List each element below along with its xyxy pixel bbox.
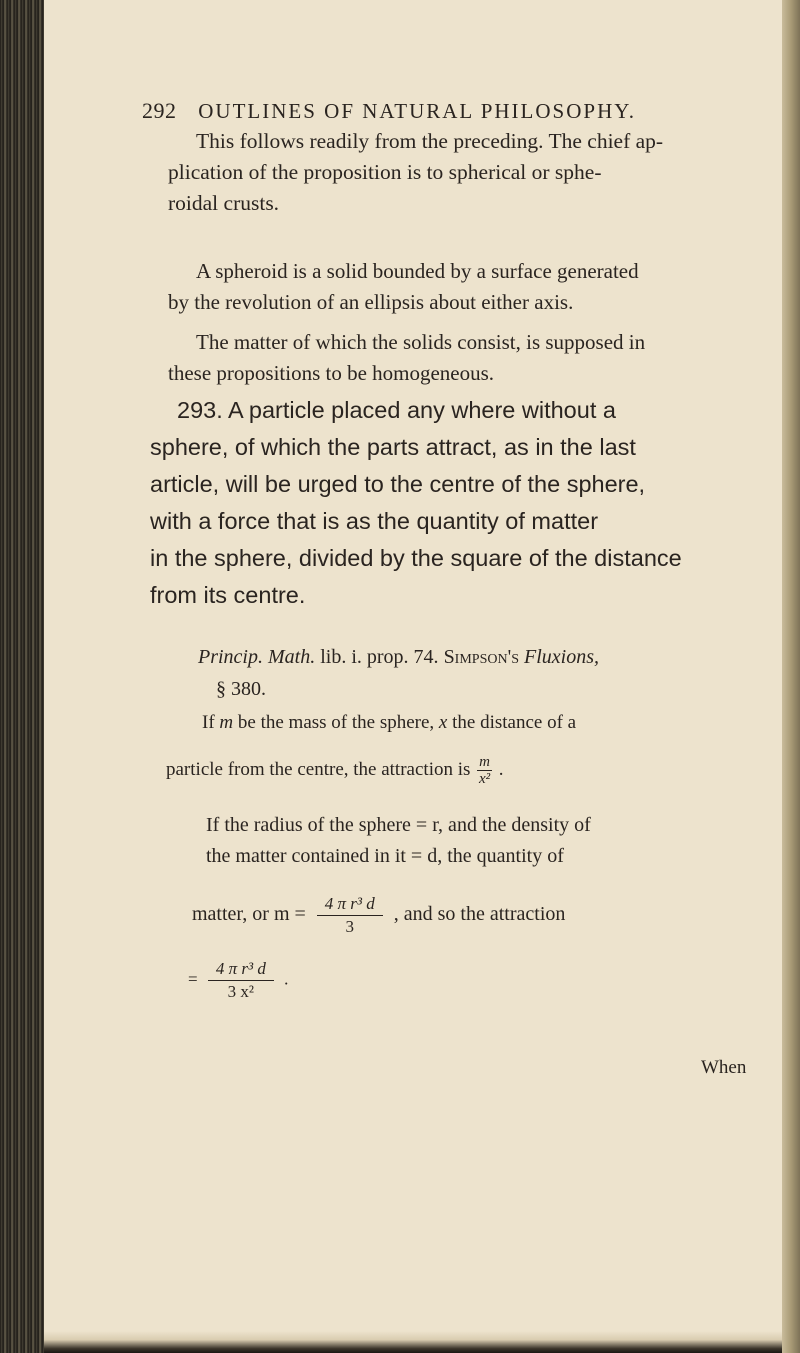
book-page xyxy=(44,0,782,1331)
citation-author: Simpson's xyxy=(443,646,519,668)
fraction-denominator: 3 x² xyxy=(227,982,255,1001)
text-line: The matter of which the solids consist, is supposed in xyxy=(196,330,646,354)
text-fragment: . xyxy=(498,758,504,780)
fraction-m-over-x2 xyxy=(477,754,492,787)
math-line-attraction xyxy=(166,754,503,787)
page-bottom-edge xyxy=(44,1331,782,1353)
text-fragment: the distance of a xyxy=(452,712,577,733)
citation-princip: Princip. Math. xyxy=(198,646,316,668)
fraction-mass-formula xyxy=(317,893,383,938)
paragraph-spheroid xyxy=(168,256,728,318)
math-line-radius: If the radius of the sphere = r, and the density of xyxy=(206,814,591,836)
fraction-denominator: 3 xyxy=(345,917,355,936)
math-line-matter xyxy=(192,893,565,938)
math-line-result xyxy=(188,958,288,1003)
text-line: A spheroid is a solid bounded by a surface generated xyxy=(196,259,639,283)
text-fragment: If xyxy=(202,712,215,733)
page-right-edge xyxy=(782,0,800,1353)
text-fragment: . xyxy=(284,969,289,989)
fraction-numerator: 4 π r³ d xyxy=(317,893,383,916)
page-number: 292 xyxy=(142,98,177,123)
text-line: roidal crusts. xyxy=(168,191,280,215)
text-fragment: particle from the centre, the attraction is xyxy=(166,758,471,780)
text-line: 293. A particle placed any where without a xyxy=(177,397,616,423)
fraction-denominator: x² xyxy=(478,771,491,787)
citation-princip-detail: lib. i. prop. 74. xyxy=(320,646,439,668)
running-title: OUTLINES OF NATURAL PHILOSOPHY. xyxy=(198,99,636,123)
text-line: article, will be urged to the centre of the sphere, xyxy=(150,471,646,497)
text-fragment: matter, or m = xyxy=(192,903,306,926)
book-binding-edge xyxy=(0,0,44,1353)
fraction-numerator: m xyxy=(479,754,490,770)
fraction-numerator: 4 π r³ d xyxy=(208,958,274,981)
text-line: in the sphere, divided by the square of the distance xyxy=(150,545,682,571)
text-line xyxy=(198,641,599,673)
fraction-attraction-formula xyxy=(208,958,274,1003)
paragraph-crusts xyxy=(168,126,728,219)
text-line: sphere, of which the parts attract, as in the last xyxy=(150,434,636,460)
reference-citation xyxy=(198,641,599,705)
text-line: plication of the proposition is to spherical or sphe- xyxy=(168,160,602,184)
text-fragment: = xyxy=(188,969,198,989)
paragraph-homogeneous xyxy=(168,327,728,389)
math-line-density: the matter contained in it = d, the quantity of xyxy=(206,845,564,867)
catchword: When xyxy=(701,1057,747,1078)
citation-work: Fluxions, xyxy=(523,646,599,668)
citation-section: § 380. xyxy=(216,678,266,700)
text-line: from its centre. xyxy=(150,582,306,608)
math-var: x xyxy=(438,712,448,733)
text-line: with a force that is as the quantity of matter xyxy=(150,508,599,534)
text-line: these propositions to be homogeneous. xyxy=(168,361,495,385)
running-header xyxy=(142,98,636,124)
math-line-mass xyxy=(202,712,576,734)
text-line: by the revolution of an ellipsis about either axis. xyxy=(168,290,574,314)
text-fragment: be the mass of the sphere, xyxy=(237,712,435,733)
text-fragment: , and so the attraction xyxy=(393,903,566,926)
math-var: m xyxy=(219,712,234,733)
text-line: This follows readily from the preceding. The chief ap- xyxy=(196,129,664,153)
proposition-293 xyxy=(150,392,740,614)
